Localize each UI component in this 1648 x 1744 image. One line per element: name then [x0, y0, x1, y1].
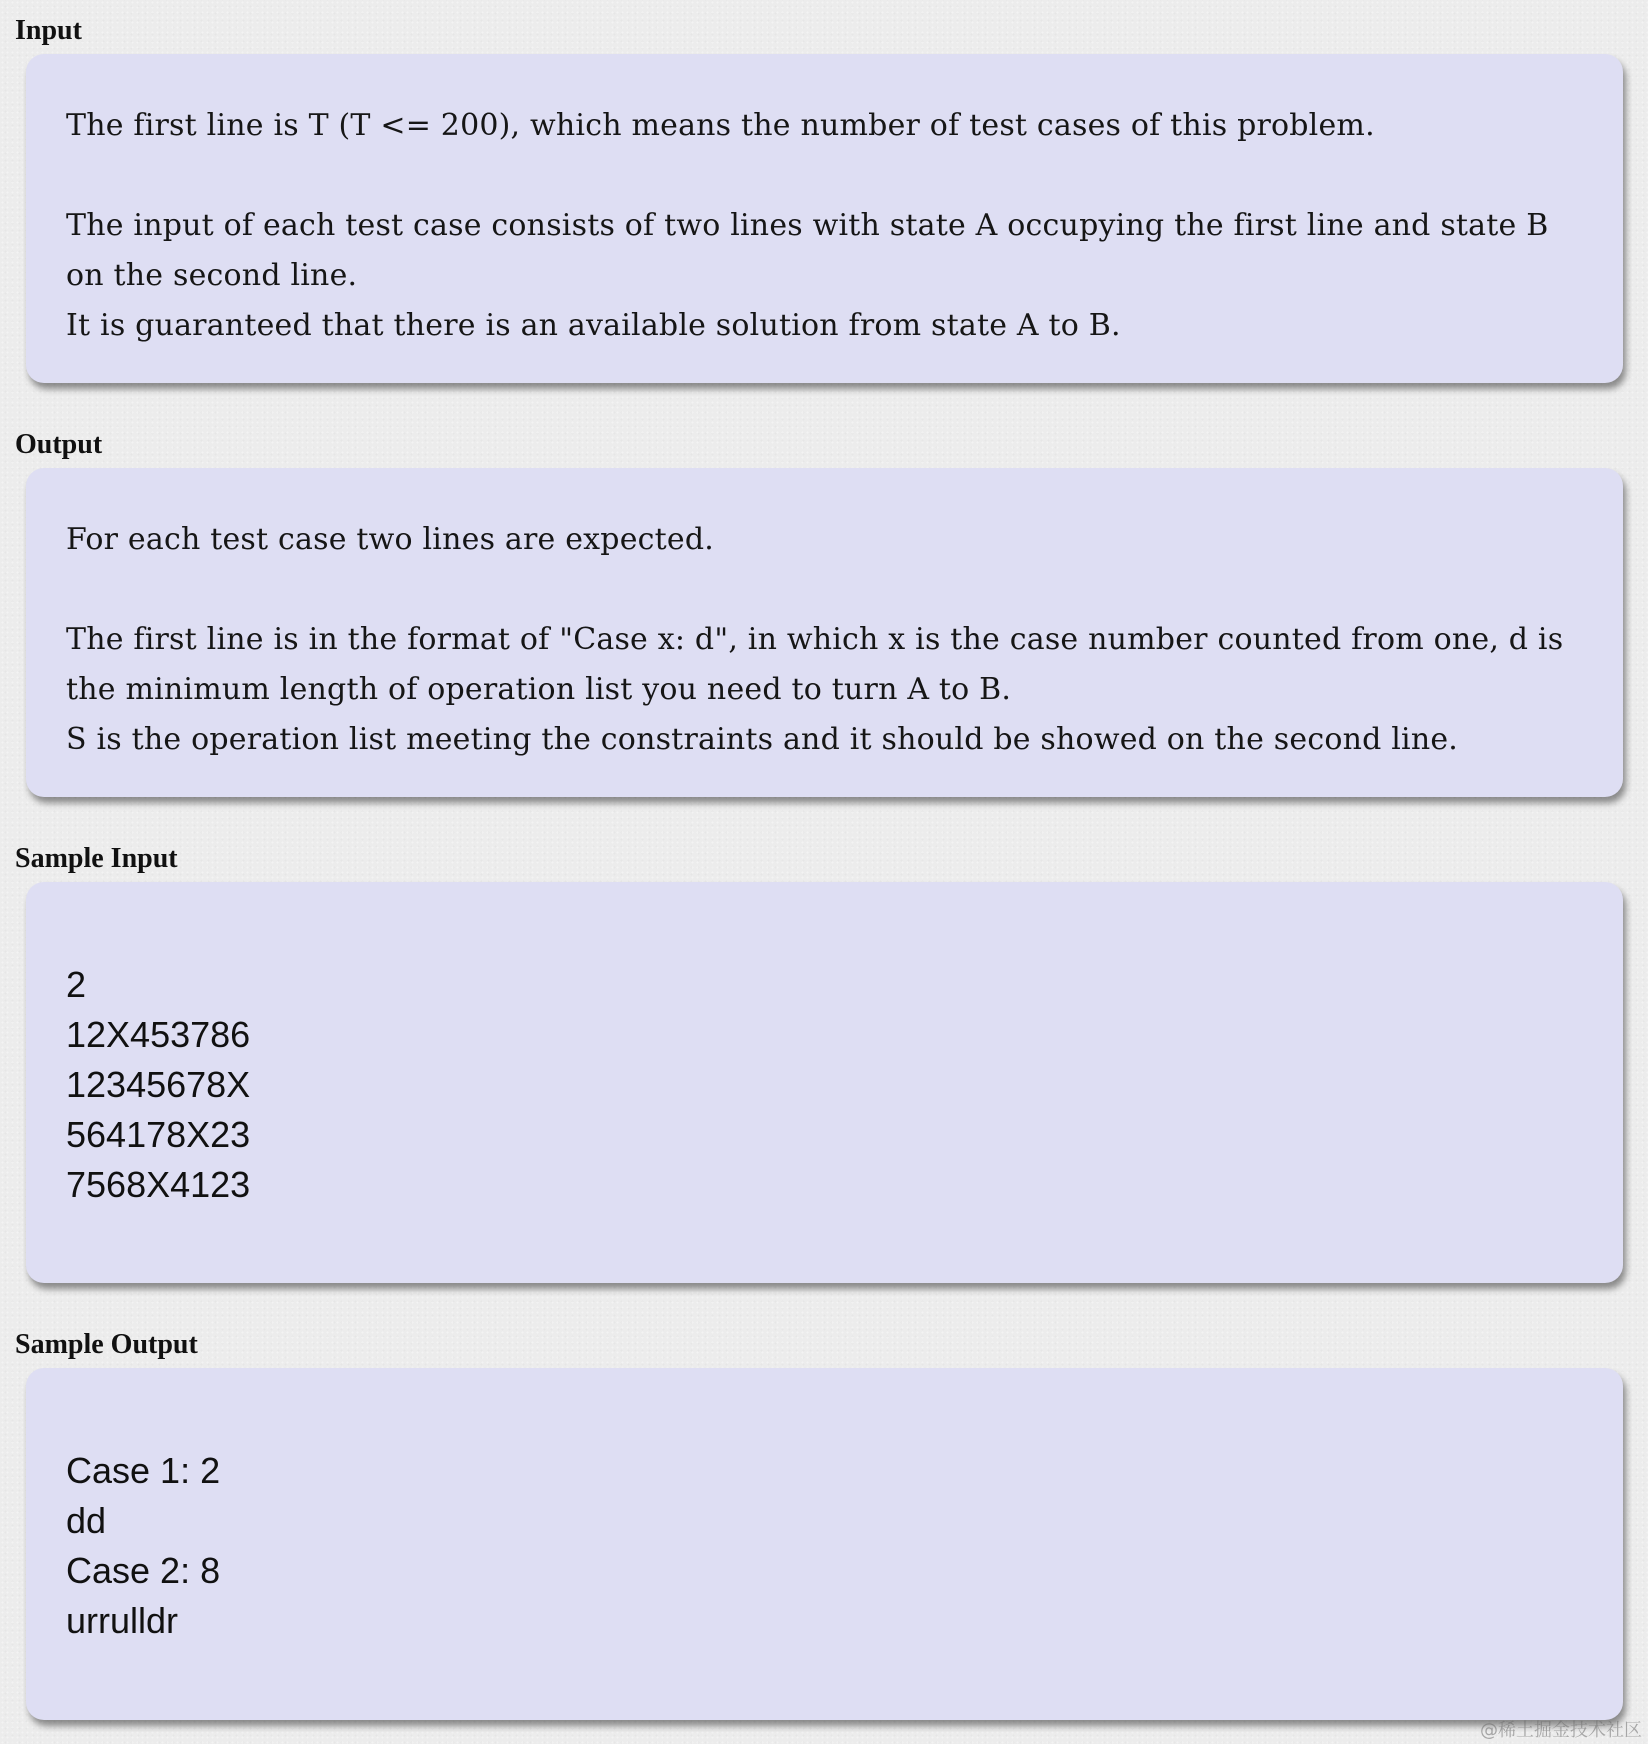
sample-output-line: dd: [66, 1500, 107, 1541]
output-panel: [26, 468, 1623, 797]
sample-input-line: 12345678X: [66, 1064, 251, 1105]
sample-output-panel: [26, 1368, 1623, 1720]
input-description: [26, 54, 1623, 351]
sample-input-code: [26, 882, 1623, 1210]
input-paragraph-3: It is guaranteed that there is an available solution from state A to B.: [66, 308, 1121, 343]
input-heading: Input: [15, 15, 82, 46]
sample-input-line: 564178X23: [66, 1114, 251, 1155]
sample-output-heading: Sample Output: [15, 1329, 198, 1360]
sample-input-line: 7568X4123: [66, 1164, 251, 1205]
sample-input-line: 12X453786: [66, 1014, 251, 1055]
sample-input-line: 2: [66, 964, 87, 1005]
output-description: [26, 468, 1623, 765]
output-paragraph-3: S is the operation list meeting the constraints and it should be showed on the second line.: [66, 722, 1459, 757]
output-heading: Output: [15, 429, 103, 460]
sample-output-code: [26, 1368, 1623, 1646]
sample-output-line: urrulldr: [66, 1600, 179, 1641]
sample-input-panel: [26, 882, 1623, 1283]
watermark-text: @稀土掘金技术社区: [1480, 1720, 1642, 1741]
output-paragraph-2: The first line is in the format of "Case x: d", in which x is the case number counted from one, d is the minimum length of operation list you need to turn A to B.: [66, 622, 1574, 707]
sample-output-line: Case 2: 8: [66, 1550, 221, 1591]
input-paragraph-2: The input of each test case consists of two lines with state A occupying the first line and state B on the second line.: [66, 208, 1559, 293]
input-panel: [26, 54, 1623, 383]
sample-output-line: Case 1: 2: [66, 1450, 221, 1491]
output-paragraph-1: For each test case two lines are expected.: [66, 522, 715, 557]
input-paragraph-1: The first line is T (T <= 200), which means the number of test cases of this problem.: [66, 108, 1375, 143]
sample-input-heading: Sample Input: [15, 843, 178, 874]
